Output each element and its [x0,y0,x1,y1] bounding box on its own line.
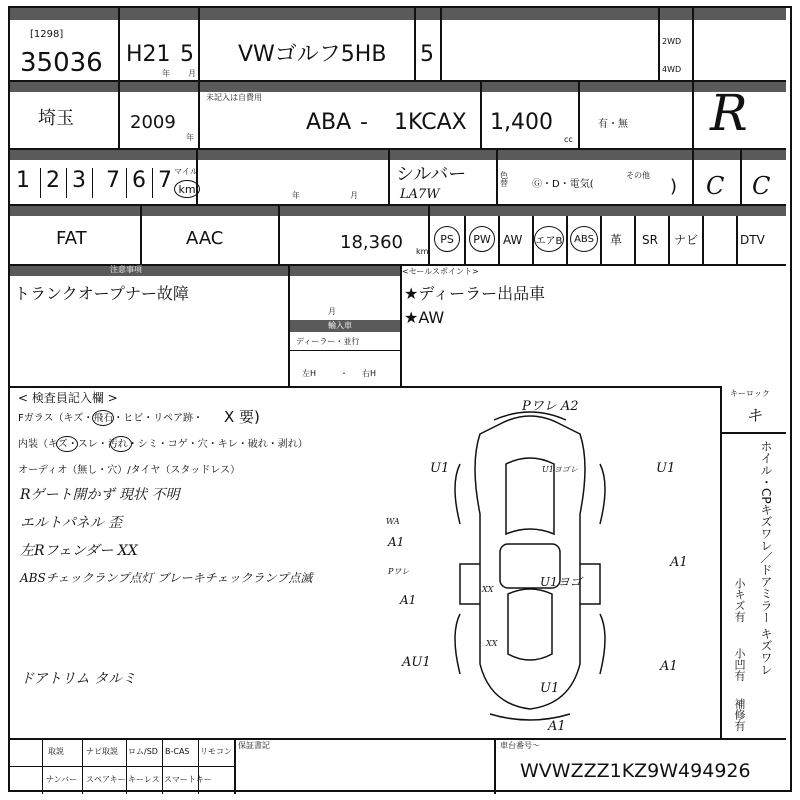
header-bar [10,204,786,216]
model-name: VWゴルフ5HB [238,42,387,67]
header-bar [10,148,786,160]
inspector-title: < 検査員記入欄 > [18,391,118,405]
mileage-digit: 1 [16,168,30,193]
region: 埼玉 [38,108,74,129]
side-label: ホイル・CPキズワレ／ドアミラー キズワレ [759,440,773,676]
color-code: LA7W [400,187,440,202]
mileage-digit: 2 [46,168,60,193]
vin: WVWZZZ1KZ9W494926 [520,760,751,782]
mileage-digit: 3 [72,168,86,193]
equipment-navi: ナビ [674,233,699,247]
notice-title: 注意事項 [110,265,142,274]
equipment-ps: PS [434,226,460,252]
header-bar [10,264,400,276]
model-code: 1KCAX [394,110,467,135]
header-bar [10,80,786,92]
notice-text: トランクオープナー故障 [14,284,189,303]
equipment-pw: PW [469,226,495,252]
interior-grade: C [706,172,725,200]
sales-point: ★ディーラー出品車 [404,284,546,303]
year-month: 5 [180,42,194,67]
vin-label: 車台番号～ [500,741,540,750]
color-name: シルバー [396,164,467,185]
car-diagram [430,404,630,734]
equipment-dtv: DTV [740,233,765,247]
auction-sheet: [1298] 35036 H21 5 年 月 VWゴルフ5HB 5 2WD 4WD 埼玉 未記入は自費用 2009 年 ABA - 1KCAX 1,400 cc 有・無 R 1 2 3 7 6 7 マイル km 年 月 シルバー LA7W 色替 Ⓖ・D・電気( その他 ) C C FAT AAC 18,360 km PS PW AW エアB ABS 革 SR ナビ DTV 注意事項 トランクオープナー故障 月 輸入車 ディーラー・並行 左H ・ 右H <セールスポイント> ★ディーラー出品車 ★AW < 検査員記入欄 > Fガラス（キズ・飛石・ヒビ・リペア跡・ X 要) 内装（キズ・スレ・汚れ・シミ・コゲ・穴・キレ・破れ・剥れ） オーディオ（無し・穴）/タイヤ（スタッドレス） Rゲート開かず 現状 不明 エルトパネル 歪 左Rフェンダー XX ABSチェックランプ点灯 ブレーキチェックランプ点滅 ドアトリム タルミ Pワレ A2 U1 U1 U1ヨゴレ WA A1 Pワレ A1 XX XX U1ヨゴ A1 AU1 U1 A1 A1 キーロック キ ホイル・CPキズワレ／ドアミラー キズワレ 小キズ有 小凹有 補修有 取説 ナビ取説 ロム/SD B-CAS リモコン ナンバー スペアキー キーレス スマートキー 保証書記 車台番号～ WVWZZZ1KZ9W494926 [8,6,792,792]
key-value: キ [746,406,763,425]
circle-mark [56,436,78,452]
sales-title: <セールスポイント> [402,267,479,276]
key-label: キーロック [730,389,770,398]
displacement: 1,400 [490,110,553,135]
first-reg-year: 2009 [130,112,176,133]
mileage-digit: 7 [106,168,120,193]
mileage-digit: 7 [158,168,172,193]
mileage-km: 18,360 [340,232,403,253]
header-bar [10,8,786,20]
doors: 5 [420,42,434,67]
equipment-sr: SR [642,233,658,247]
hand-note: ドアトリム タルミ [20,671,137,687]
lot-number: 35036 [20,48,103,78]
sales-point: ★AW [404,308,445,327]
mileage-digit: 6 [132,168,146,193]
equipment-leather: 革 [610,233,623,247]
hand-note: エルトパネル 歪 [20,515,123,531]
equipment-aw: AW [503,233,523,247]
exterior-grade: C [752,172,771,200]
hand-note: ABSチェックランプ点灯 ブレーキチェックランプ点滅 [20,571,313,585]
circle-mark [110,436,132,452]
model-code-prefix: ABA [306,110,352,135]
km-circle: km [174,180,200,198]
equipment-abs: ABS [570,226,598,252]
aircon: AAC [186,228,224,249]
hand-note: 左Rフェンダー XX [20,543,138,559]
lot-code: [1298] [30,29,64,40]
year-era: H21 [126,42,171,67]
equipment-airbag: エアB [534,226,564,252]
transmission: FAT [56,228,87,249]
auction-score: R [710,84,748,142]
circle-mark [92,410,114,426]
hand-note: Rゲート開かず 現状 不明 [20,487,180,503]
